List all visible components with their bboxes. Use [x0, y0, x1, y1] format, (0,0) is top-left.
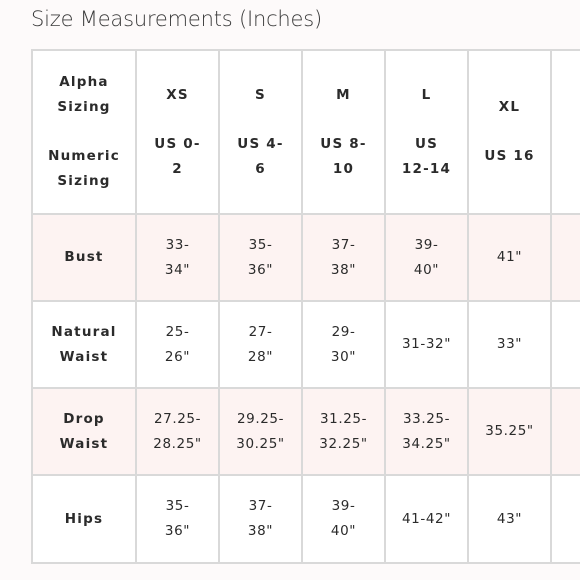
alpha-size: M — [336, 86, 351, 103]
table-cell: 29- 30" — [302, 301, 385, 388]
table-cell: 33.25- 34.25" — [385, 388, 468, 475]
table-overflow-cell — [551, 214, 580, 301]
header-size-l — [385, 50, 468, 214]
alpha-size: L — [421, 86, 432, 103]
size-table-container — [31, 49, 580, 569]
table-overflow-cell — [551, 388, 580, 475]
table-row-drop-waist — [32, 388, 580, 475]
header-size-xl — [468, 50, 551, 214]
table-cell: 31.25- 32.25" — [302, 388, 385, 475]
numeric-size-line1: US 8- — [320, 135, 367, 152]
numeric-size-line1: US 16 — [484, 148, 535, 164]
table-cell: 35- 36" — [219, 214, 302, 301]
numeric-sizing-label-line1: Numeric — [48, 148, 120, 164]
alpha-size: XS — [166, 86, 189, 103]
table-cell: 29.25- 30.25" — [219, 388, 302, 475]
alpha-sizing-label-line1: Alpha — [59, 74, 109, 90]
header-overflow-cell — [551, 50, 580, 214]
page-title: Size Measurements (Inches) — [31, 7, 322, 31]
table-overflow-cell — [551, 301, 580, 388]
table-overflow-cell — [551, 475, 580, 563]
header-size-m — [302, 50, 385, 214]
row-label: Bust — [32, 214, 136, 301]
numeric-size-line2: 2 — [172, 160, 183, 177]
table-cell: 37- 38" — [302, 214, 385, 301]
row-label: Hips — [32, 475, 136, 563]
table-row-natural-waist — [32, 301, 580, 388]
numeric-size-line1: US 4- — [237, 135, 284, 152]
table-cell: 33- 34" — [136, 214, 219, 301]
numeric-size-line1: US — [414, 135, 439, 152]
row-label: Drop Waist — [32, 388, 136, 475]
size-table — [31, 49, 580, 564]
table-cell: 31-32" — [385, 301, 468, 388]
numeric-sizing-label-line2: Sizing — [57, 173, 111, 189]
alpha-size: S — [255, 86, 266, 103]
table-cell: 35.25" — [468, 388, 551, 475]
table-cell: 27.25- 28.25" — [136, 388, 219, 475]
header-corner-cell — [32, 50, 136, 214]
table-cell: 39- 40" — [302, 475, 385, 563]
table-cell: 27- 28" — [219, 301, 302, 388]
numeric-size-line1: US 0- — [154, 135, 201, 152]
numeric-size-line2: 12-14 — [401, 160, 452, 177]
row-label: Natural Waist — [32, 301, 136, 388]
alpha-sizing-label-line2: Sizing — [57, 99, 111, 115]
table-row-bust — [32, 214, 580, 301]
table-cell: 35- 36" — [136, 475, 219, 563]
numeric-size-line2: 10 — [332, 160, 355, 177]
table-cell: 41" — [468, 214, 551, 301]
table-cell: 33" — [468, 301, 551, 388]
table-header-row — [32, 50, 580, 214]
table-cell: 25- 26" — [136, 301, 219, 388]
table-cell: 39- 40" — [385, 214, 468, 301]
alpha-size: XL — [498, 99, 521, 115]
numeric-size-line2: 6 — [255, 160, 266, 177]
table-cell: 41-42" — [385, 475, 468, 563]
table-row-hips — [32, 475, 580, 563]
header-size-xs — [136, 50, 219, 214]
table-cell: 37- 38" — [219, 475, 302, 563]
table-cell: 43" — [468, 475, 551, 563]
header-size-s — [219, 50, 302, 214]
